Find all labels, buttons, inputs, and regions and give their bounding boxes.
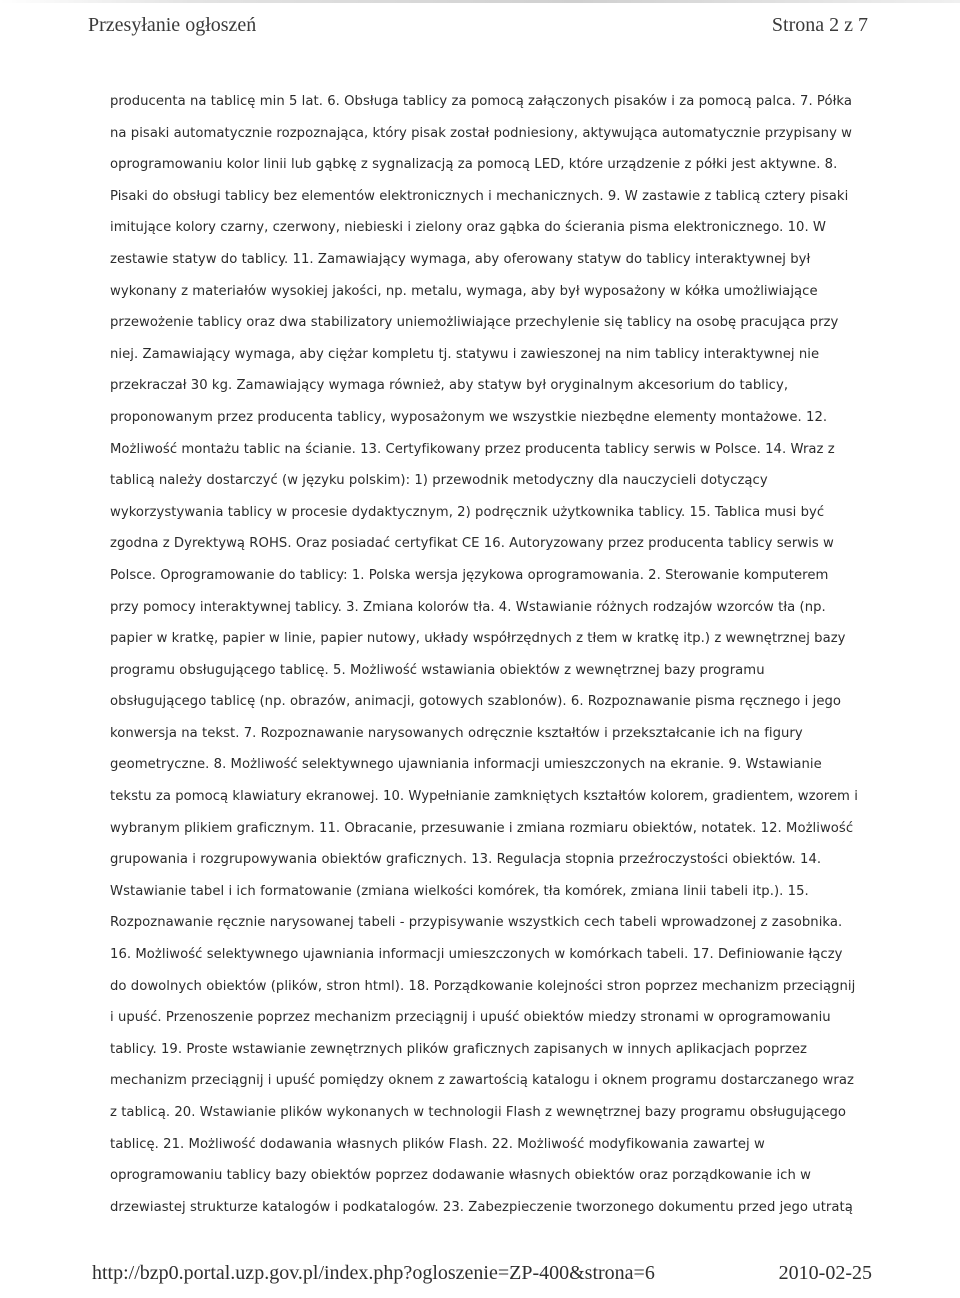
text-line: Pisaki do obsługi tablicy bez elementów elektronicznych i mechanicznych. 9. W zastawie z tablicą cztery pisaki [110, 188, 849, 204]
text-line: przewożenie tablicy oraz dwa stabilizatory uniemożliwiające przechylenie się tablicy na osobę pracująca przy [110, 315, 839, 331]
text-line: zgodna z Dyrektywą ROHS. Oraz posiadać certyfikat CE 16. Autoryzowany przez producenta tablicy serwis w [110, 536, 834, 552]
text-line: tablicy. 19. Proste wstawianie zewnętrznych plików graficznych zapisanych w innych aplikacjach poprzez [110, 1041, 807, 1057]
text-line: przekraczał 30 kg. Zamawiający wymaga również, aby statyw był oryginalnym akcesorium do tablicy, [110, 378, 789, 394]
page-header [88, 12, 868, 44]
text-line: tekstu za pomocą klawiatury ekranowej. 10. Wypełnianie zamkniętych kształtów kolorem, gradientem, wzorem i [110, 789, 858, 805]
text-line: Polsce. Oprogramowanie do tablicy: 1. Polska wersja językowa oprogramowania. 2. Sterowanie komputerem [110, 567, 829, 583]
text-line: mechanizm przeciągnij i upuść pomiędzy oknem z zawartością katalogu i oknem programu dostarczanego wraz [110, 1073, 854, 1089]
text-line: Możliwość montażu tablic na ścianie. 13. Certyfikowany przez producenta tablicy serwis w Polsce. 14. Wraz z [110, 441, 835, 457]
text-line: geometryczne. 8. Możliwość selektywnego ujawniania informacji umieszczonych na ekranie. 9. Wstawianie [110, 757, 822, 773]
text-line: niej. Zamawiający wymaga, aby ciężar kompletu tj. statywu i zawieszonej na nim tablicy interaktywnej nie [110, 346, 820, 362]
text-line: imitujące kolory czarny, czerwony, niebieski i zielony oraz gąbka do ścierania pisma elektronicznego. 10. W [110, 220, 827, 236]
footer-url: http://bzp0.portal.uzp.gov.pl/index.php?ogloszenie=ZP-400&strona=6 [92, 1262, 655, 1284]
text-line: producenta na tablicę min 5 lat. 6. Obsługa tablicy za pomocą załączonych pisaków i za pomocą palca. 7. Półka [110, 94, 852, 109]
text-line: wykorzystywania tablicy w procesie dydaktycznym, 2) podręcznik użytkownika tablicy. 15. Tablica musi być [110, 504, 825, 520]
text-line: drzewiastej strukturze katalogów i podkatalogów. 23. Zabezpieczenie tworzonego dokumentu przed jego utratą [110, 1199, 853, 1215]
text-line: Rozpoznawanie ręcznie narysowanej tabeli - przypisywanie wszystkich cech tabeli wprowadzonej z zasobnika. [110, 915, 843, 931]
text-line: tablicą należy dostarczyć (w języku polskim): 1) przewodnik metodyczny dla nauczycieli dotyczący [110, 473, 768, 489]
text-line: z tablicą. 20. Wstawianie plików wykonanych w technologii Flash z wewnętrznej bazy programu obsługującego [110, 1105, 847, 1120]
text-line: wykonany z materiałów wysokiej jakości, np. metalu, wymaga, aby był wyposażony w kółka umożliwiające [110, 283, 818, 299]
text-line: konwersja na tekst. 7. Rozpoznawanie narysowanych odręcznie kształtów i przekształcanie ich na figury [110, 725, 803, 741]
text-line: Wstawianie tabel i ich formatowanie (zmiana wielkości komórek, tła komórek, zmiana linii tabeli itp.). 15. [110, 883, 809, 899]
top-divider [0, 0, 960, 3]
text-line: papier w kratkę, papier w linie, papier nutowy, układy współrzędnych z tłem w kratkę itp.) z wewnętrznej bazy [110, 631, 846, 647]
page-number: Strona 2 z 7 [771, 14, 868, 36]
text-line: obsługującego tablicę (np. obrazów, animacji, gotowych szablonów). 6. Rozpoznawanie pisma ręcznego i jego [110, 694, 842, 710]
text-line: zestawie statyw do tablicy. 11. Zamawiający wymaga, aby oferowany statyw do tablicy interaktywnej był [110, 251, 811, 267]
text-line: do dowolnych obiektów (plików, stron html). 18. Porządkowanie kolejności stron poprzez mechanizm przeciągnij [110, 978, 856, 994]
page-footer [92, 1262, 872, 1290]
text-line: grupowania i rozgrupowywania obiektów graficznych. 13. Regulacja stopnia przeźroczystości obiektów. 14. [110, 852, 822, 868]
text-line: programu obsługującego tablicę. 5. Możliwość wstawiania obiektów z wewnętrznej bazy programu [110, 662, 765, 678]
text-line: tablicę. 21. Możliwość dodawania własnych plików Flash. 22. Możliwość modyfikowania zawartej w [110, 1136, 765, 1152]
text-line: 16. Możliwość selektywnego ujawniania informacji umieszczonych w komórkach tabeli. 17. Definiowanie łączy [110, 947, 843, 963]
text-line: przy pomocy interaktywnej tablicy. 3. Zmiana kolorów tła. 4. Wstawianie różnych rodzajów wzorców tła (np. [110, 599, 826, 615]
text-line: wybranym plikiem graficznym. 11. Obracanie, przesuwanie i zmiana rozmiaru obiektów, notatek. 12. Możliwość [110, 820, 854, 836]
footer-date: 2010-02-25 [778, 1262, 872, 1284]
text-line: oprogramowaniu tablicy bazy obiektów poprzez dodawanie własnych obiektów oraz porządkowanie ich w [110, 1168, 811, 1184]
text-line: i upuść. Przenoszenie poprzez mechanizm przeciągnij i upuść obiektów miedzy stronami w oprogramowaniu [110, 1010, 831, 1026]
text-line: proponowanym przez producenta tablicy, wyposażonym we wszystkie niezbędne elementy montażowe. 12. [110, 409, 828, 425]
body-text [110, 86, 872, 1223]
page-title: Przesyłanie ogłoszeń [88, 14, 257, 36]
text-line: oprogramowaniu kolor linii lub gąbkę z sygnalizacją za pomocą LED, które urządzenie z półki jest aktywne. 8. [110, 157, 838, 173]
text-line: na pisaki automatycznie rozpoznająca, który pisak został podniesiony, aktywująca automatycznie przypisany w [110, 125, 853, 141]
